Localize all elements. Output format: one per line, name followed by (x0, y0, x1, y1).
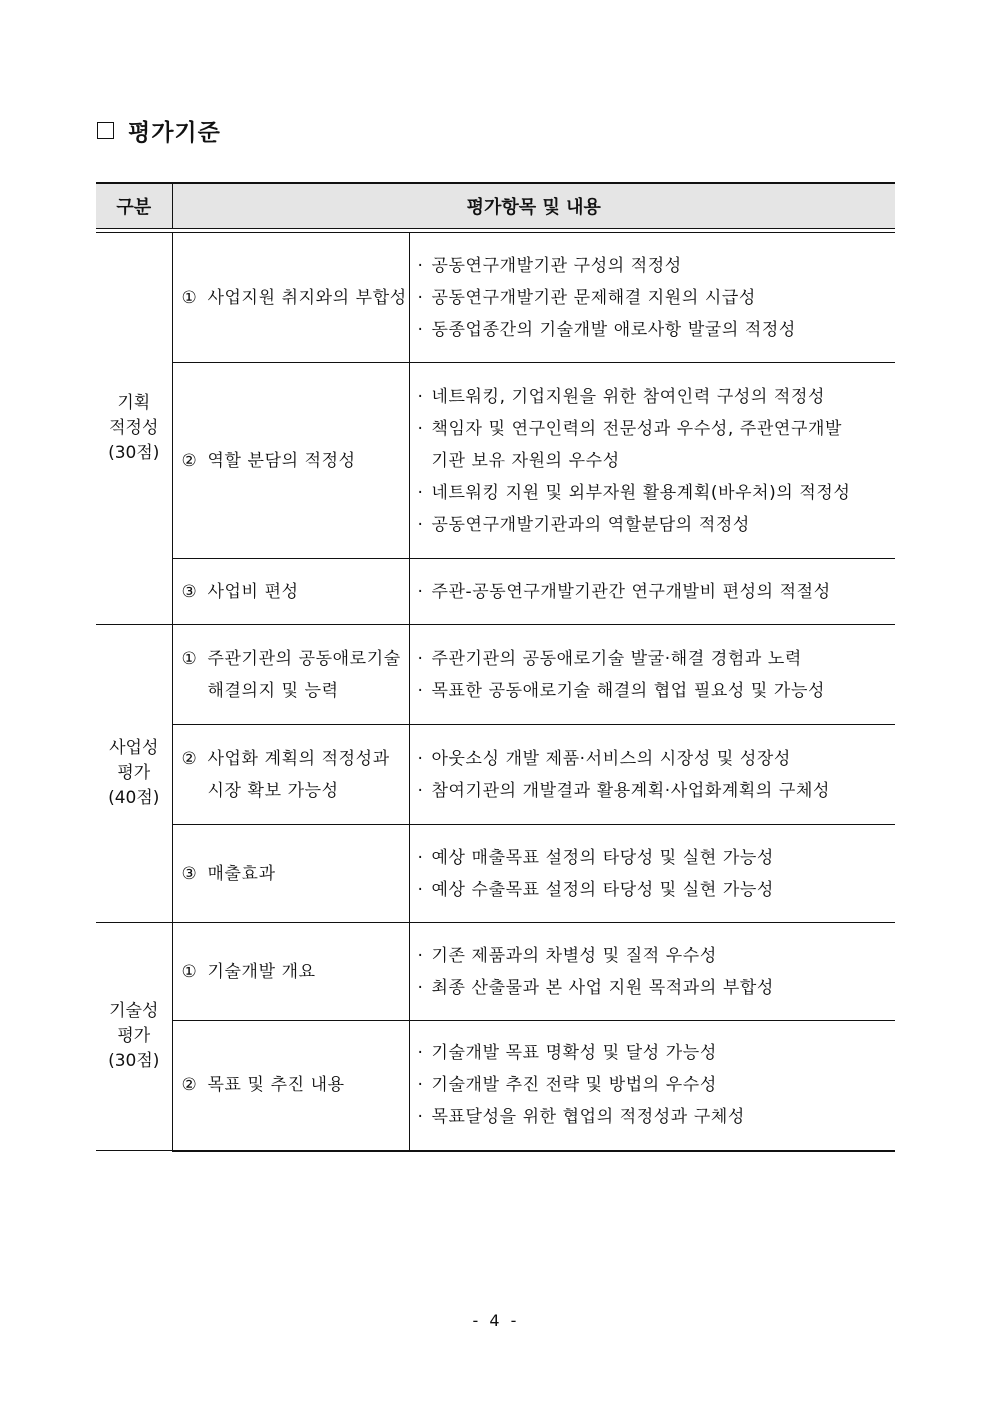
category-label-line: 적정성 (109, 418, 159, 438)
category-label-line: 평가 (117, 1026, 151, 1046)
content-text: 목표달성을 위한 협업의 적정성과 구체성 (431, 1107, 745, 1128)
item-title-line: 해결의지 및 능력 (207, 680, 339, 701)
evaluation-item-cell (172, 625, 409, 725)
content-line (418, 743, 896, 775)
bullet-dot (418, 445, 432, 477)
content-line (418, 775, 896, 807)
item-number: ③ (181, 863, 197, 884)
content-text: 목표한 공동애로기술 해결의 협업 필요성 및 가능성 (431, 680, 825, 701)
content-line (418, 250, 896, 282)
content-text: 동종업종간의 기술개발 애로사항 발굴의 적정성 (431, 319, 796, 340)
evaluation-content-cell (409, 1021, 895, 1151)
bullet-dot: · (417, 386, 424, 407)
content-text: 공동연구개발기관 문제해결 지원의 시급성 (431, 287, 756, 308)
item-title-line: 시장 확보 가능성 (207, 780, 339, 801)
bullet-dot: · (417, 255, 424, 276)
bullet-dot: · (417, 748, 424, 769)
content-line (418, 842, 896, 874)
content-text: 공동연구개발기관 구성의 적정성 (431, 255, 682, 276)
category-label-line: 기술성 (109, 1001, 159, 1021)
bullet-dot: · (417, 879, 424, 900)
table-row (96, 363, 895, 559)
bullet-dot: · (417, 514, 424, 535)
evaluation-item-cell (172, 923, 409, 1021)
bullet-dot: · (417, 680, 424, 701)
evaluation-content-cell (409, 559, 895, 625)
item-title-line: 사업지원 취지와의 부합성 (207, 287, 407, 308)
header-category: 구분 (96, 183, 172, 229)
evaluation-item-cell (172, 559, 409, 625)
bullet-dot: · (417, 945, 424, 966)
content-line (418, 1069, 896, 1101)
bullet-dot: · (417, 1043, 424, 1064)
content-line (418, 282, 896, 314)
content-text: 네트워킹, 기업지원을 위한 참여인력 구성의 적정성 (431, 386, 825, 407)
table-row (96, 625, 895, 725)
content-text: 주관-공동연구개발기관간 연구개발비 편성의 적절성 (431, 581, 831, 602)
evaluation-item-cell (172, 1021, 409, 1151)
content-line (418, 972, 896, 1004)
content-text: 아웃소싱 개발 제품·서비스의 시장성 및 성장성 (431, 748, 791, 769)
evaluation-content-cell (409, 363, 895, 559)
content-line (418, 675, 896, 707)
content-line (418, 576, 896, 608)
content-line (418, 445, 896, 477)
checkbox-square-icon (97, 122, 114, 139)
content-text: 기술개발 목표 명확성 및 달성 가능성 (431, 1043, 717, 1064)
item-title-line: 목표 및 추진 내용 (207, 1075, 345, 1096)
header-items: 평가항목 및 내용 (172, 183, 895, 229)
bullet-dot: · (417, 287, 424, 308)
section-title: 평가기준 (128, 119, 221, 146)
category-label-line: 기획 (117, 393, 151, 413)
bullet-dot: · (417, 482, 424, 503)
table-row (96, 923, 895, 1021)
evaluation-criteria-table (96, 182, 895, 1152)
item-number: ① (181, 287, 197, 308)
content-text: 참여기관의 개발결과 활용계획·사업화계획의 구체성 (431, 780, 830, 801)
table-row (96, 825, 895, 923)
content-line (418, 1101, 896, 1133)
content-text: 주관기관의 공동애로기술 발굴·해결 경험과 노력 (431, 648, 802, 669)
item-number: ② (181, 450, 197, 471)
content-text: 기관 보유 자원의 우수성 (431, 450, 620, 471)
content-text: 최종 산출물과 본 사업 지원 목적과의 부합성 (431, 977, 774, 998)
evaluation-content-cell (409, 923, 895, 1021)
category-label-line: (40점) (108, 788, 160, 808)
bullet-dot: · (417, 977, 424, 998)
bullet-dot: · (417, 1107, 424, 1128)
evaluation-item-cell (172, 363, 409, 559)
content-text: 기술개발 추진 전략 및 방법의 우수성 (431, 1075, 717, 1096)
bullet-dot: · (417, 418, 424, 439)
content-text: 예상 매출목표 설정의 타당성 및 실현 가능성 (431, 847, 774, 868)
bullet-dot: · (417, 780, 424, 801)
content-text: 기존 제품과의 차별성 및 질적 우수성 (431, 945, 717, 966)
content-text: 예상 수출목표 설정의 타당성 및 실현 가능성 (431, 879, 774, 900)
item-title-line: 기술개발 개요 (207, 961, 316, 982)
bullet-dot: · (417, 648, 424, 669)
category-cell (96, 625, 172, 923)
content-line (418, 940, 896, 972)
evaluation-content-cell (409, 725, 895, 825)
item-number: ③ (181, 581, 197, 602)
content-line (418, 509, 896, 541)
bullet-dot: · (417, 847, 424, 868)
page-number: - 4 - (472, 1311, 520, 1330)
category-cell (96, 233, 172, 625)
evaluation-content-cell (409, 825, 895, 923)
item-title-line: 사업화 계획의 적정성과 (207, 748, 390, 769)
evaluation-item-cell (172, 233, 409, 363)
table-row (96, 725, 895, 825)
category-label-line: (30점) (108, 1051, 160, 1071)
category-label-line: 사업성 (109, 738, 159, 758)
item-number: ① (181, 961, 197, 982)
category-label-line: (30점) (108, 443, 160, 463)
content-text: 네트워킹 지원 및 외부자원 활용계획(바우처)의 적정성 (431, 482, 851, 503)
content-text: 책임자 및 연구인력의 전문성과 우수성, 주관연구개발 (431, 418, 843, 439)
content-line (418, 1037, 896, 1069)
evaluation-content-cell (409, 233, 895, 363)
category-cell (96, 923, 172, 1151)
section-heading (97, 112, 221, 148)
content-line (418, 314, 896, 346)
bullet-dot: · (417, 581, 424, 602)
table-row (96, 559, 895, 625)
bullet-dot: · (417, 319, 424, 340)
item-title-line: 역할 분담의 적정성 (207, 450, 356, 471)
evaluation-content-cell (409, 625, 895, 725)
category-label-line: 평가 (117, 763, 151, 783)
item-title-line: 사업비 편성 (207, 581, 299, 602)
item-number: ① (181, 648, 197, 669)
evaluation-item-cell (172, 725, 409, 825)
table-row (96, 233, 895, 363)
content-line (418, 874, 896, 906)
table-header-row (96, 183, 895, 229)
table-body (96, 229, 895, 1151)
content-line (418, 381, 896, 413)
content-text: 공동연구개발기관과의 역할분담의 적정성 (431, 514, 750, 535)
evaluation-item-cell (172, 825, 409, 923)
content-line (418, 413, 896, 445)
item-title-line: 주관기관의 공동애로기술 (207, 648, 401, 669)
item-number: ② (181, 1075, 197, 1096)
table-row (96, 1021, 895, 1151)
bullet-dot: · (417, 1075, 424, 1096)
item-title-line: 매출효과 (207, 863, 276, 884)
content-line (418, 477, 896, 509)
content-line (418, 643, 896, 675)
item-number: ② (181, 748, 197, 769)
